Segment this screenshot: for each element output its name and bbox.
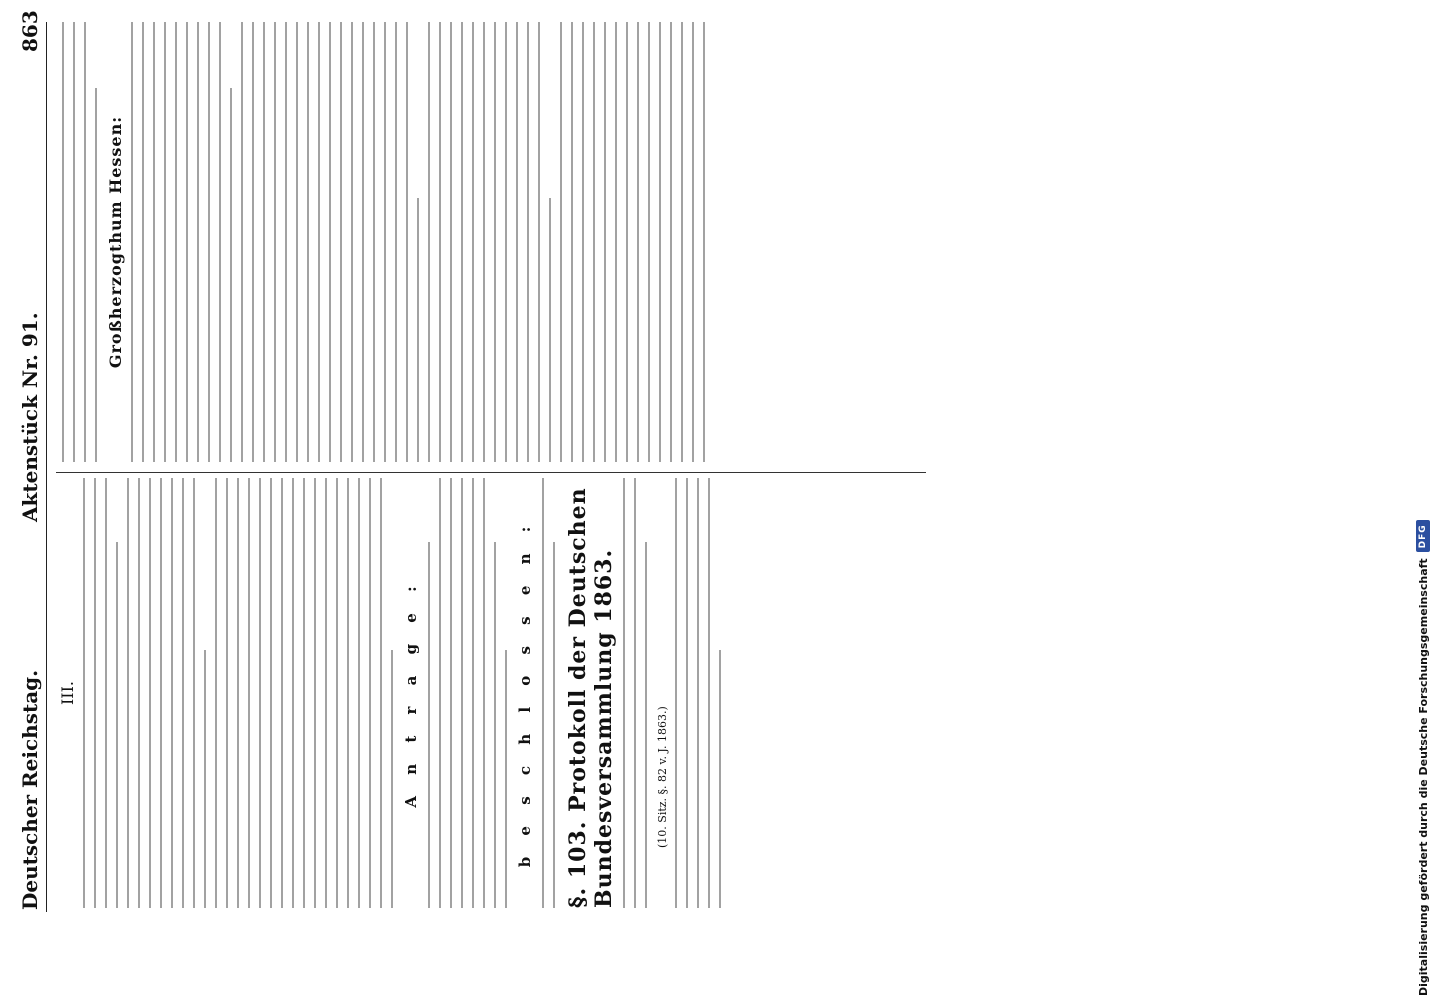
beschlossen-heading: b e s c h l o s s e n : xyxy=(516,518,534,868)
running-header-center: Aktenstück Nr. 91. xyxy=(18,312,42,522)
dfg-logo: DFG xyxy=(1416,520,1430,552)
page-number: 863 xyxy=(18,10,42,52)
paragraph-lines xyxy=(62,22,97,462)
header-rule xyxy=(46,22,47,912)
footer-text-row xyxy=(1410,0,1432,996)
column-divider xyxy=(56,472,926,473)
left-column xyxy=(56,478,730,908)
paragraph-lines xyxy=(623,478,647,908)
paragraph-lines xyxy=(428,22,551,462)
paragraph-lines xyxy=(542,478,555,908)
paragraph-lines xyxy=(241,22,419,462)
paragraph-lines xyxy=(131,22,232,462)
digitization-footer xyxy=(1406,0,1432,1000)
right-column xyxy=(56,22,714,462)
paragraph-lines xyxy=(560,22,705,462)
session-reference: (10. Sitz. §. 82 v. J. 1863.) xyxy=(656,706,669,848)
footer-text: Digitalisierung gefördert durch die Deutsche Forschungsgemeinschaft xyxy=(1416,558,1430,996)
running-header-left: Deutscher Reichstag. xyxy=(18,669,42,910)
section-number: III. xyxy=(58,680,77,706)
state-heading: Großherzogthum Hessen: xyxy=(106,115,125,369)
paragraph-lines xyxy=(675,478,721,908)
paragraph-lines xyxy=(428,478,507,908)
paragraph-lines xyxy=(215,478,393,908)
paragraph-lines xyxy=(83,478,206,908)
antrag-heading: A n t r a g e : xyxy=(402,578,420,808)
protocol-heading: §. 103. Protokoll der Deutschen Bundesversammlung 1863. xyxy=(565,487,617,908)
